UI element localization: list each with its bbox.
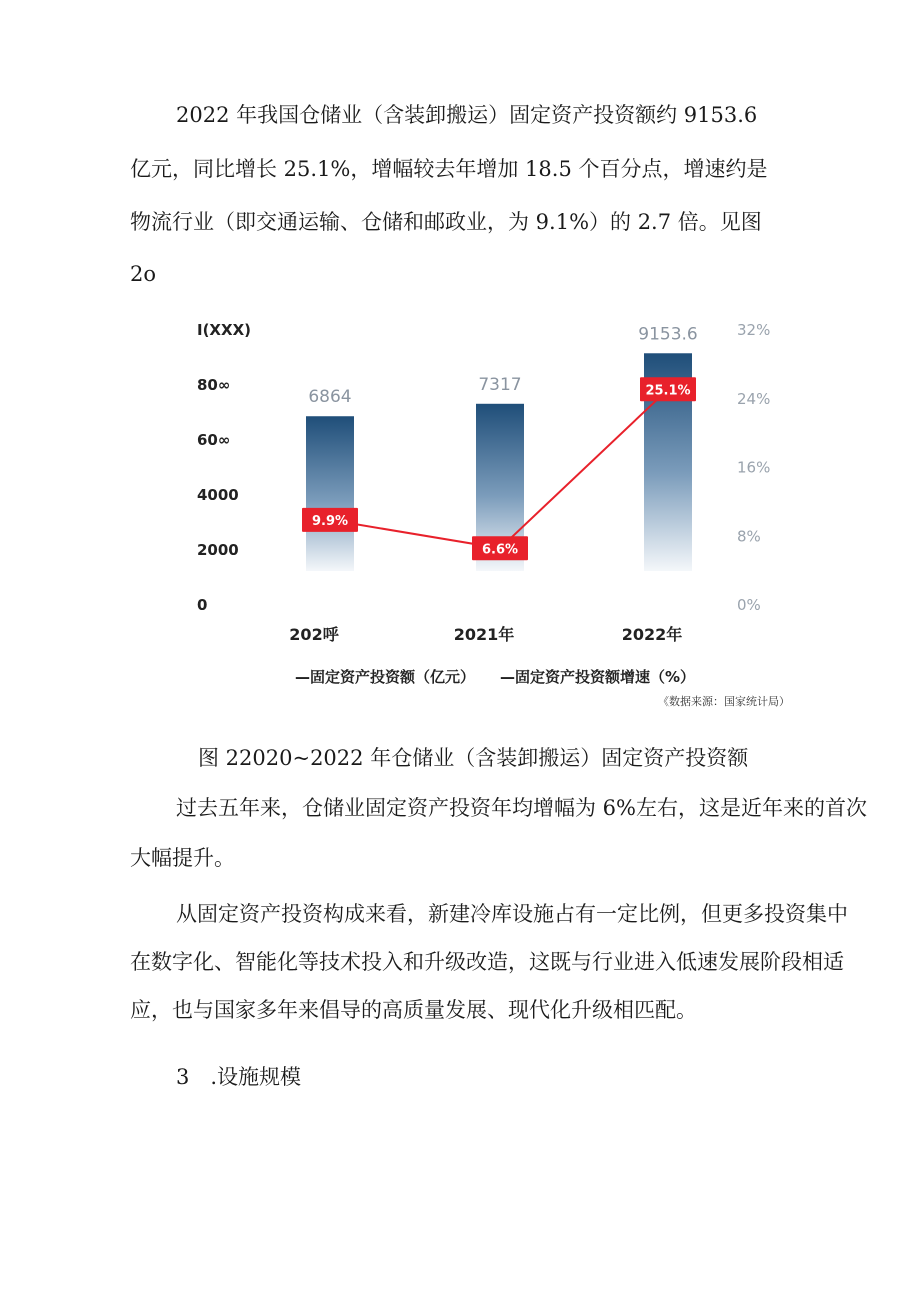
legend-investment: —固定资产投资额（亿元） — [295, 668, 476, 686]
left-axis-tick: 80∞ — [197, 376, 231, 394]
legend-growth: —固定资产投资额增速（%） — [500, 668, 696, 686]
left-axis-tick: 60∞ — [197, 431, 231, 449]
investment-chart — [150, 300, 830, 720]
left-axis-tick: 4000 — [197, 486, 239, 504]
investment-bar — [306, 416, 354, 571]
left-axis-tick: 0 — [197, 596, 208, 614]
right-axis-tick: 0% — [737, 596, 761, 614]
right-axis-tick: 16% — [737, 458, 771, 477]
paragraph-2-line-1: 过去五年来，仓储业固定资产投资年均增幅为 6%左右，这是近年来的首次 — [176, 796, 867, 820]
growth-rate-label: 25.1% — [645, 383, 691, 399]
left-axis-tick: I(XXX) — [197, 321, 251, 339]
right-axis-tick: 32% — [737, 321, 771, 339]
category-label: 202呼 — [289, 625, 339, 644]
bar-value-label: 9153.6 — [638, 324, 698, 345]
growth-rate-label: 6.6% — [481, 542, 519, 558]
paragraph-1-line-2: 亿元，同比增长 25.1%，增幅较去年增加 18.5 个百分点，增速约是 — [130, 157, 768, 181]
paragraph-2-line-2: 大幅提升。 — [130, 846, 235, 870]
bar-value-label: 7317 — [478, 374, 522, 395]
paragraph-3-line-1: 从固定资产投资构成来看，新建冷库设施占有一定比例，但更多投资集中 — [176, 902, 848, 926]
right-axis-tick: 24% — [737, 389, 771, 408]
paragraph-1-line-1: 2022 年我国仓储业（含装卸搬运）固定资产投资额约 9153.6 — [176, 103, 758, 127]
paragraph-1-line-3: 物流行业（即交通运输、仓储和邮政业，为 9.1%）的 2.7 倍。见图 — [130, 210, 762, 234]
bar-value-label: 6864 — [308, 387, 352, 408]
right-axis-tick: 8% — [737, 527, 761, 546]
category-label: 2021年 — [453, 625, 515, 644]
data-source: 《数据来源：国家统计局） — [658, 695, 790, 708]
paragraph-1-line-4: 2o — [130, 262, 157, 286]
growth-rate-label: 9.9% — [311, 513, 349, 529]
category-label: 2022年 — [621, 625, 683, 644]
figure-caption: 图 22020~2022 年仓储业（含装卸搬运）固定资产投资额 — [198, 746, 749, 770]
section-heading: 3 .设施规模 — [176, 1065, 302, 1089]
paragraph-3-line-3: 应，也与国家多年来倡导的高质量发展、现代化升级相匹配。 — [130, 998, 697, 1022]
paragraph-3-line-2: 在数字化、智能化等技术投入和升级改造，这既与行业进入低速发展阶段相适 — [130, 950, 844, 974]
left-axis-tick: 2000 — [197, 541, 239, 559]
chart-svg — [150, 300, 830, 720]
